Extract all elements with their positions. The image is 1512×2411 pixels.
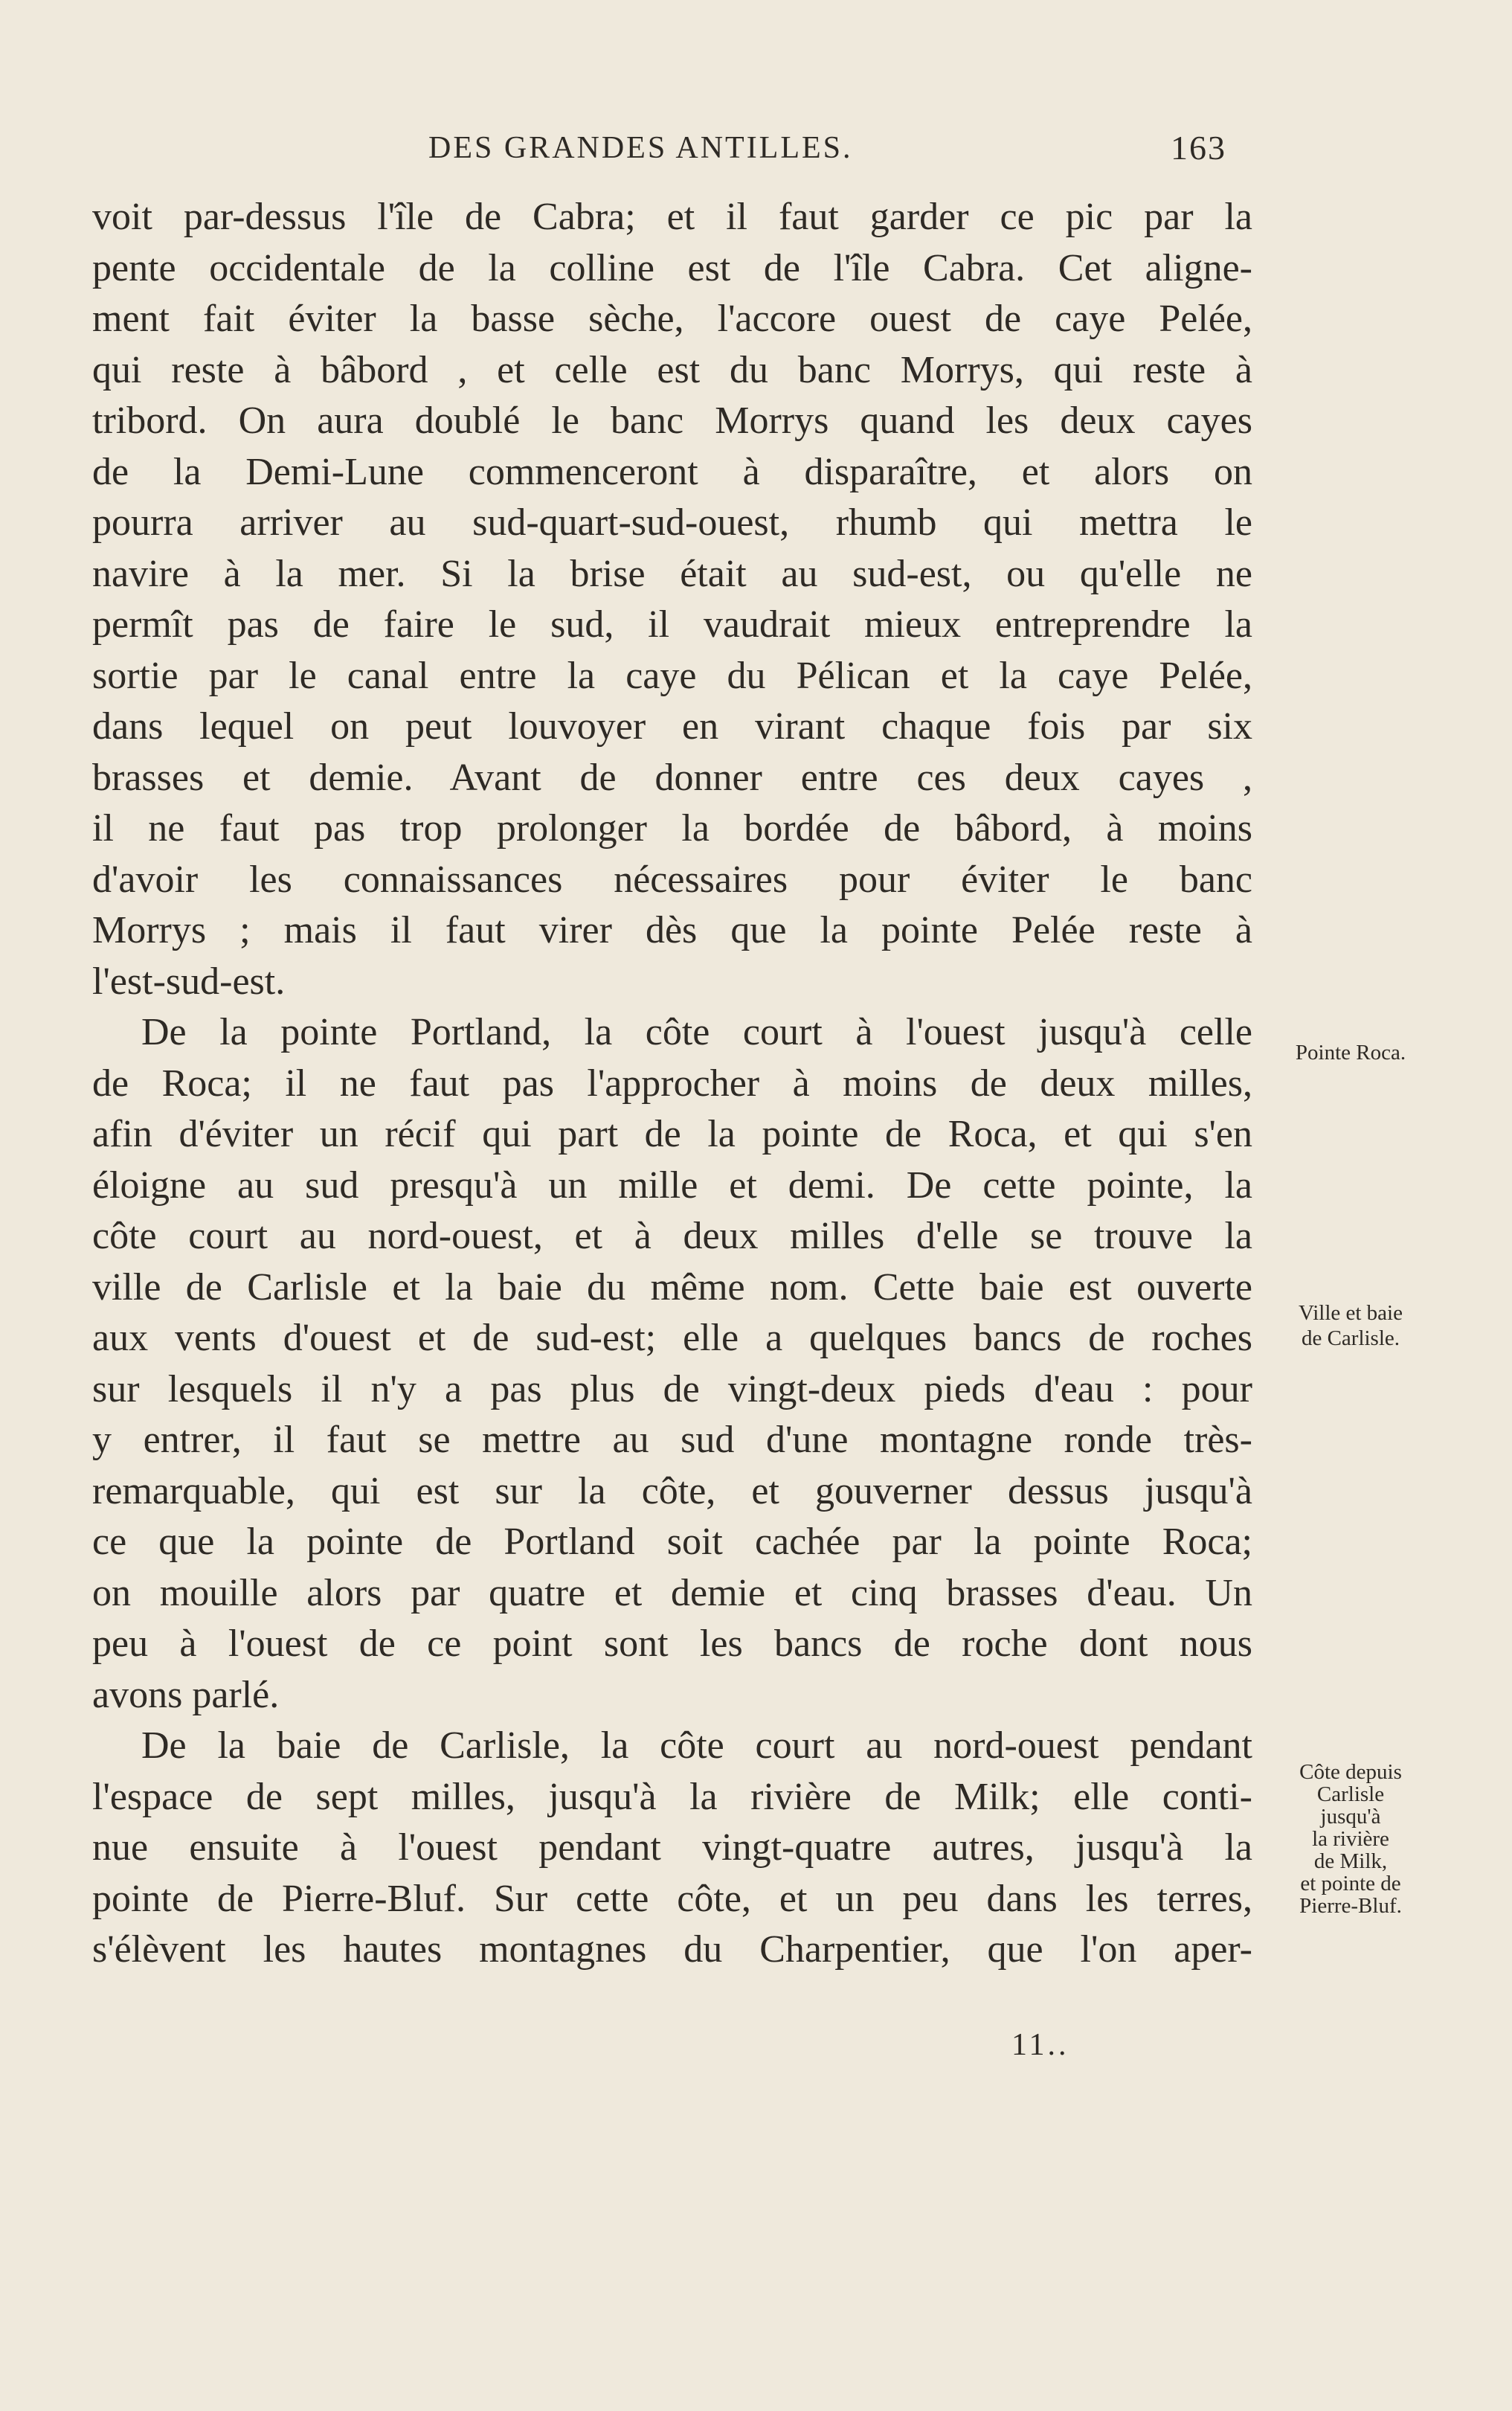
text-line: permît pas de faire le sud, il vaudrait mieux entreprendre la: [92, 603, 1252, 646]
running-head: DES GRANDES ANTILLES.: [428, 131, 853, 165]
text-line: y entrer, il faut se mettre au sud d'une montagne ronde très-: [92, 1419, 1252, 1461]
margin-note-line: Pierre-Bluf.: [1299, 1894, 1402, 1918]
text-line: qui reste à bâbord , et celle est du banc Morrys, qui reste à: [92, 348, 1252, 391]
body-text: [92, 192, 1252, 1976]
text-line: ville de Carlisle et la baie du même nom. Cette baie est ouverte: [92, 1265, 1252, 1309]
text-line: éloigne au sud presqu'à un mille et demi. De cette pointe, la: [92, 1163, 1252, 1207]
margin-note-line: Ville et baie: [1299, 1301, 1403, 1325]
margin-note-line: de Carlisle.: [1301, 1326, 1400, 1350]
text-line: peu à l'ouest de ce point sont les bancs de roche dont nous: [92, 1622, 1252, 1665]
text-line: tribord. On aura doublé le banc Morrys quand les deux cayes: [92, 399, 1252, 442]
margin-note-line: Carlisle: [1316, 1782, 1385, 1806]
page-number: 163: [1171, 129, 1226, 167]
margin-note-carlisle: [1266, 1300, 1435, 1351]
signature-mark: 11..: [1011, 2028, 1069, 2062]
text-line: d'avoir les connaissances nécessaires pour éviter le banc: [92, 858, 1252, 901]
margin-note-line: et pointe de: [1300, 1872, 1401, 1895]
text-line: sortie par le canal entre la caye du Pélican et la caye Pelée,: [92, 654, 1252, 697]
margin-note-line: jusqu'à: [1320, 1805, 1381, 1829]
text-line: sur lesquels il n'y a pas plus de vingt-deux pieds d'eau : pour: [92, 1367, 1252, 1410]
text-line: pointe de Pierre-Bluf. Sur cette côte, et un peu dans les terres,: [92, 1877, 1252, 1920]
margin-note-line: Pointe Roca.: [1295, 1041, 1406, 1065]
text-line: pourra arriver au sud-quart-sud-ouest, rhumb qui mettra le: [92, 501, 1252, 544]
text-line: côte court au nord-ouest, et à deux milles d'elle se trouve la: [92, 1215, 1252, 1257]
text-line: s'élèvent les hautes montagnes du Charpentier, que l'on aper-: [92, 1928, 1252, 1971]
text-line: navire à la mer. Si la brise était au sud-est, ou qu'elle ne: [92, 552, 1252, 595]
text-line: dans lequel on peut louvoyer en virant chaque fois par six: [92, 705, 1252, 748]
text-line: afin d'éviter un récif qui part de la pointe de Roca, et qui s'en: [92, 1113, 1252, 1155]
text-line: Morrys ; mais il faut virer dès que la pointe Pelée reste à: [92, 909, 1252, 951]
text-line: on mouille alors par quatre et demie et cinq brasses d'eau. Un: [92, 1571, 1252, 1614]
margin-note-line: de Milk,: [1313, 1849, 1388, 1873]
text-line: ce que la pointe de Portland soit cachée par la pointe Roca;: [92, 1521, 1252, 1563]
text-line: De la baie de Carlisle, la côte court au nord-ouest pendant: [141, 1724, 1252, 1767]
margin-note-line: la rivière: [1312, 1827, 1389, 1851]
margin-note-pointe-roca: [1266, 1040, 1435, 1065]
text-line: brasses et demie. Avant de donner entre ces deux cayes ,: [92, 756, 1252, 799]
text-line: ment fait éviter la basse sèche, l'accore ouest de caye Pelée,: [92, 298, 1252, 340]
margin-note-line: Côte depuis: [1299, 1760, 1402, 1784]
text-line: aux vents d'ouest et de sud-est; elle a quelques bancs de roches: [92, 1317, 1252, 1359]
text-line: il ne faut pas trop prolonger la bordée de bâbord, à moins: [92, 807, 1252, 850]
text-line: pente occidentale de la colline est de l'île Cabra. Cet aligne-: [92, 246, 1252, 289]
text-line: nue ensuite à l'ouest pendant vingt-quatre autres, jusqu'à la: [92, 1826, 1252, 1869]
margin-note-cote: [1266, 1761, 1435, 1917]
text-line: De la pointe Portland, la côte court à l'ouest jusqu'à celle: [141, 1011, 1252, 1053]
text-line: avons parlé.: [92, 1673, 280, 1716]
text-line: remarquable, qui est sur la côte, et gouverner dessus jusqu'à: [92, 1469, 1252, 1512]
text-line: voit par-dessus l'île de Cabra; et il faut garder ce pic par la: [92, 196, 1252, 238]
text-line: l'est-sud-est.: [92, 960, 286, 1003]
text-line: de Roca; il ne faut pas l'approcher à moins de deux milles,: [92, 1062, 1252, 1105]
text-line: de la Demi-Lune commenceront à disparaître, et alors on: [92, 450, 1252, 493]
text-line: l'espace de sept milles, jusqu'à la rivière de Milk; elle conti-: [92, 1775, 1252, 1818]
